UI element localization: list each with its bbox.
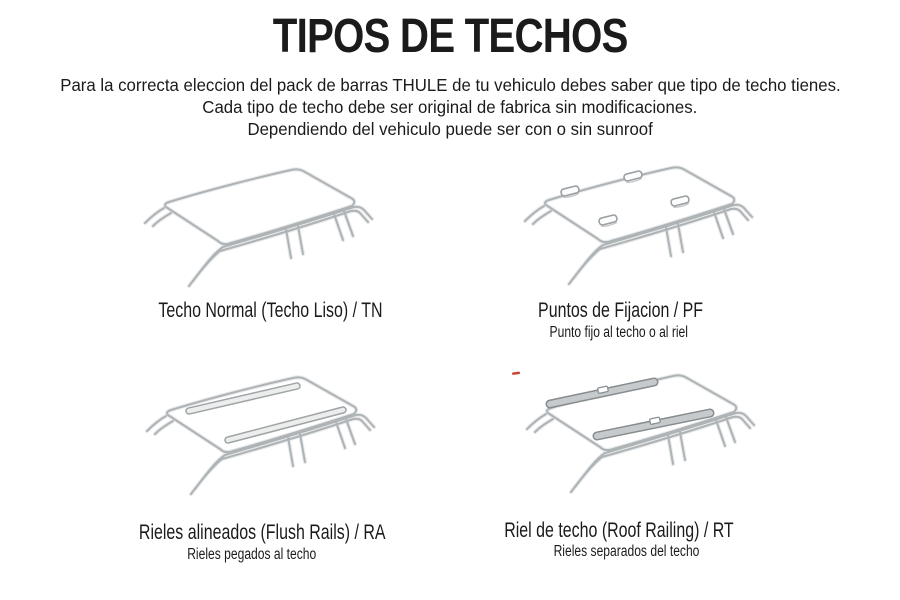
intro-line: Dependiendo del vehiculo puede ser con o sin sunroof [247,119,653,139]
page-title-text: TIPOS DE TECHOS [272,10,628,63]
roof-type-label-pf: Puntos de Fijacion / PF [538,299,704,322]
roof-type-label-ra: Rieles alineados (Flush Rails) / RA [138,521,386,544]
car-roof-flush-rails-illustration [112,358,432,508]
roof-type-label-rt: Riel de techo (Roof Railing) / RT [504,519,734,542]
roof-type-sublabel-rt: Rieles separados del techo [553,543,699,560]
page-title [0,10,900,63]
car-roof-fixpoints-illustration [490,148,810,298]
intro-paragraph [0,74,900,140]
intro-line: Cada tipo de techo debe ser original de fabrica sin modificaciones. [202,97,698,117]
car-roof-plain-illustration [110,150,430,300]
car-roof-raised-rails-illustration [492,356,812,506]
roof-type-sublabel-pf: Punto fijo al techo o al riel [549,324,689,341]
fixpoint-pads [560,170,690,227]
roof-type-sublabel-ra: Rieles pegados al techo [187,546,317,563]
roof-type-label-tn: Techo Normal (Techo Liso) / TN [157,299,383,322]
red-artifact-mark [512,371,520,375]
intro-line: Para la correcta eleccion del pack de barras THULE de tu vehiculo debes saber que tipo de techo tienes. [59,75,841,95]
